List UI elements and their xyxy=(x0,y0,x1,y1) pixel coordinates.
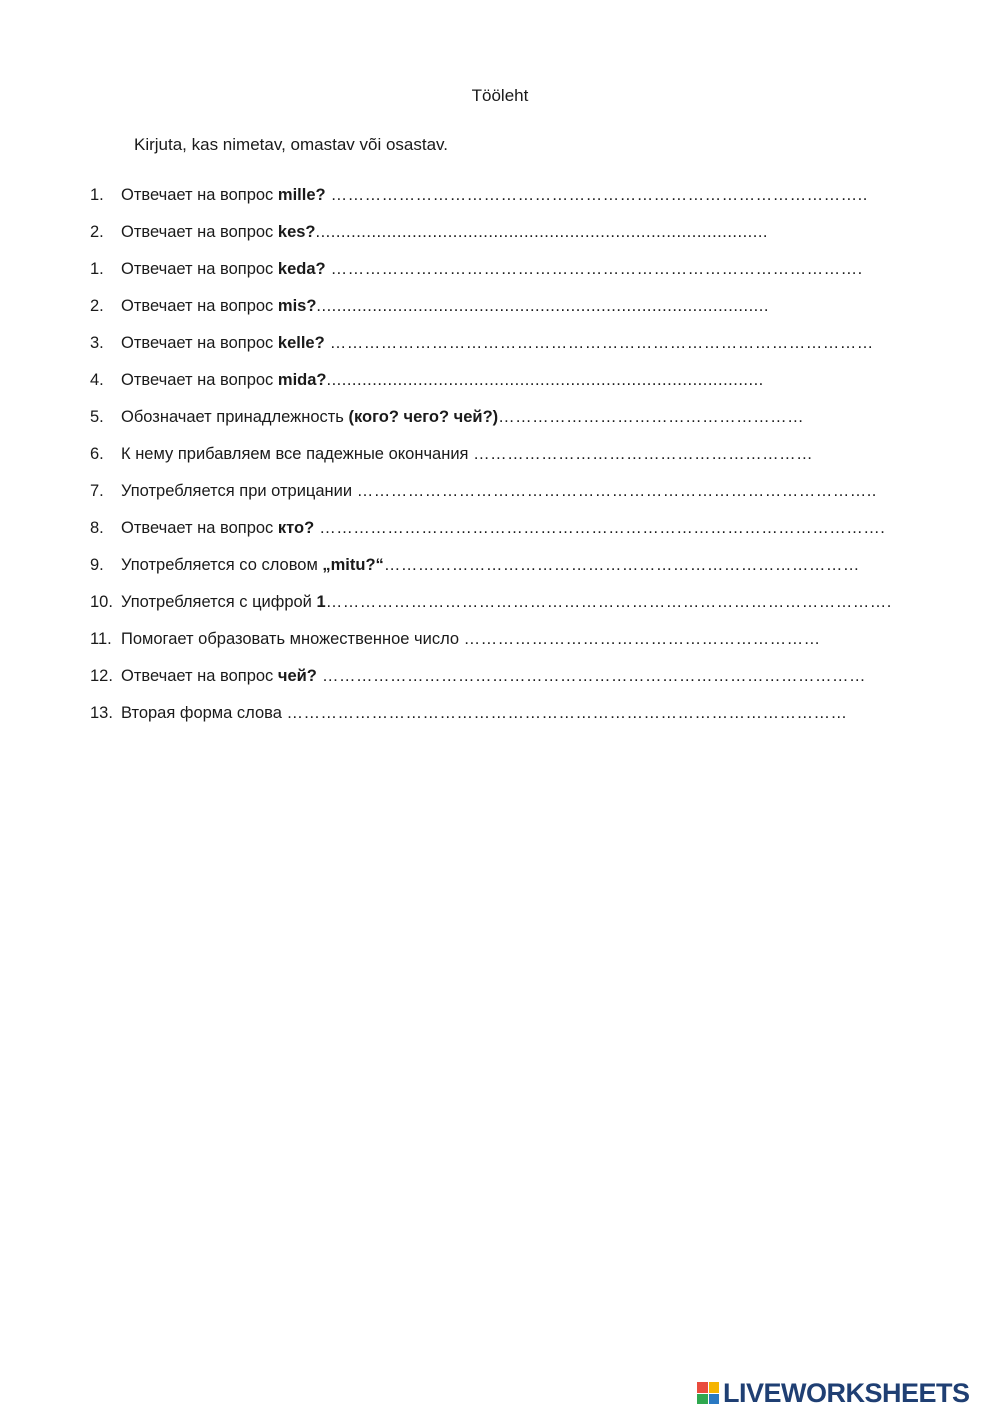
answer-blank[interactable]: ...................................................................................... xyxy=(326,371,764,389)
question-item xyxy=(90,184,868,221)
answer-blank[interactable]: ……………………………………………………………………………….. xyxy=(356,482,877,500)
question-keyword: mille? xyxy=(277,186,326,204)
question-item xyxy=(90,628,820,665)
question-item xyxy=(90,221,820,258)
question-item xyxy=(90,295,820,332)
question-number: 2. xyxy=(90,223,104,241)
question-text: Вторая форма слова xyxy=(121,704,287,722)
question-item xyxy=(90,258,863,295)
question-keyword: чей? xyxy=(277,667,317,685)
question-keyword: kelle? xyxy=(277,334,325,352)
question-number: 1. xyxy=(90,260,104,278)
answer-blank[interactable]: …………………………………………………………………………………… xyxy=(324,334,874,352)
question-item xyxy=(90,591,892,628)
answer-blank[interactable]: …………………………………………………………………………………. xyxy=(325,260,863,278)
question-keyword: кто? xyxy=(277,519,315,537)
question-number: 12. xyxy=(90,667,113,685)
question-number: 11. xyxy=(90,630,112,648)
answer-blank[interactable]: ………………………………………………………………………………………. xyxy=(325,593,892,611)
question-number: 10. xyxy=(90,593,113,611)
question-item xyxy=(90,517,886,554)
question-text: Отвечает на вопрос xyxy=(121,334,278,352)
answer-blank[interactable]: ......................................................................................... xyxy=(315,223,769,241)
question-keyword: keda? xyxy=(277,260,326,278)
question-text: Употребляется при отрицании xyxy=(121,482,357,500)
answer-blank[interactable]: ......................................................................................... xyxy=(316,297,769,315)
question-text: Обозначает принадлежность xyxy=(121,408,349,426)
answer-blank[interactable]: …………………………………………………………………………………… xyxy=(316,667,866,685)
answer-blank[interactable]: ……………………………………………………………………………………… xyxy=(286,704,848,722)
answer-blank[interactable]: ……………………………………………………… xyxy=(463,630,821,648)
liveworksheets-logo xyxy=(697,1378,970,1408)
question-keyword: kes? xyxy=(277,223,316,241)
question-text: Помогает образовать множественное число xyxy=(121,630,464,648)
answer-blank[interactable]: …………………………………………………… xyxy=(473,445,814,463)
question-text: Отвечает на вопрос xyxy=(121,297,278,315)
question-item xyxy=(90,369,820,406)
question-keyword: mida? xyxy=(277,371,327,389)
question-number: 8. xyxy=(90,519,104,537)
question-number: 3. xyxy=(90,334,104,352)
question-keyword: (кого? чего? чей?) xyxy=(348,408,499,426)
question-number: 1. xyxy=(90,186,104,204)
question-text: Отвечает на вопрос xyxy=(121,519,278,537)
question-text: Отвечает на вопрос xyxy=(121,667,278,685)
question-number: 2. xyxy=(90,297,104,315)
question-text: Употребляется с цифрой xyxy=(121,593,317,611)
question-number: 9. xyxy=(90,556,104,574)
liveworksheets-logo-icon xyxy=(697,1382,719,1404)
answer-blank[interactable]: ………………………………………………………………………… xyxy=(383,556,860,574)
question-text: К нему прибавляем все падежные окончания xyxy=(121,445,474,463)
question-list xyxy=(90,184,892,739)
question-item xyxy=(90,406,820,443)
question-item xyxy=(90,443,820,480)
worksheet-instruction: Kirjuta, kas nimetav, omastav või osastav. xyxy=(134,135,448,154)
question-item xyxy=(90,332,874,369)
question-number: 7. xyxy=(90,482,104,500)
question-item xyxy=(90,702,848,739)
question-text: Отвечает на вопрос xyxy=(121,371,278,389)
answer-blank[interactable]: ………………………………………………………………………………………. xyxy=(314,519,886,537)
question-keyword: mis? xyxy=(277,297,317,315)
question-text: Употребляется со словом xyxy=(121,556,323,574)
liveworksheets-logo-text: LIVEWORKSHEETS xyxy=(723,1377,970,1408)
question-number: 5. xyxy=(90,408,104,426)
question-keyword: „mitu?“ xyxy=(322,556,384,574)
worksheet-title: Tööleht xyxy=(471,86,529,105)
question-number: 13. xyxy=(90,704,113,722)
question-text: Отвечает на вопрос xyxy=(121,260,278,278)
question-item xyxy=(90,554,860,591)
answer-blank[interactable]: ………………………………………………………………………………….. xyxy=(325,186,868,204)
question-keyword: 1 xyxy=(316,593,326,611)
question-text: Отвечает на вопрос xyxy=(121,223,278,241)
answer-blank[interactable]: ……………………………………………… xyxy=(498,408,805,426)
question-number: 6. xyxy=(90,445,104,463)
question-item xyxy=(90,665,866,702)
question-text: Отвечает на вопрос xyxy=(121,186,278,204)
question-item xyxy=(90,480,877,517)
question-number: 4. xyxy=(90,371,104,389)
